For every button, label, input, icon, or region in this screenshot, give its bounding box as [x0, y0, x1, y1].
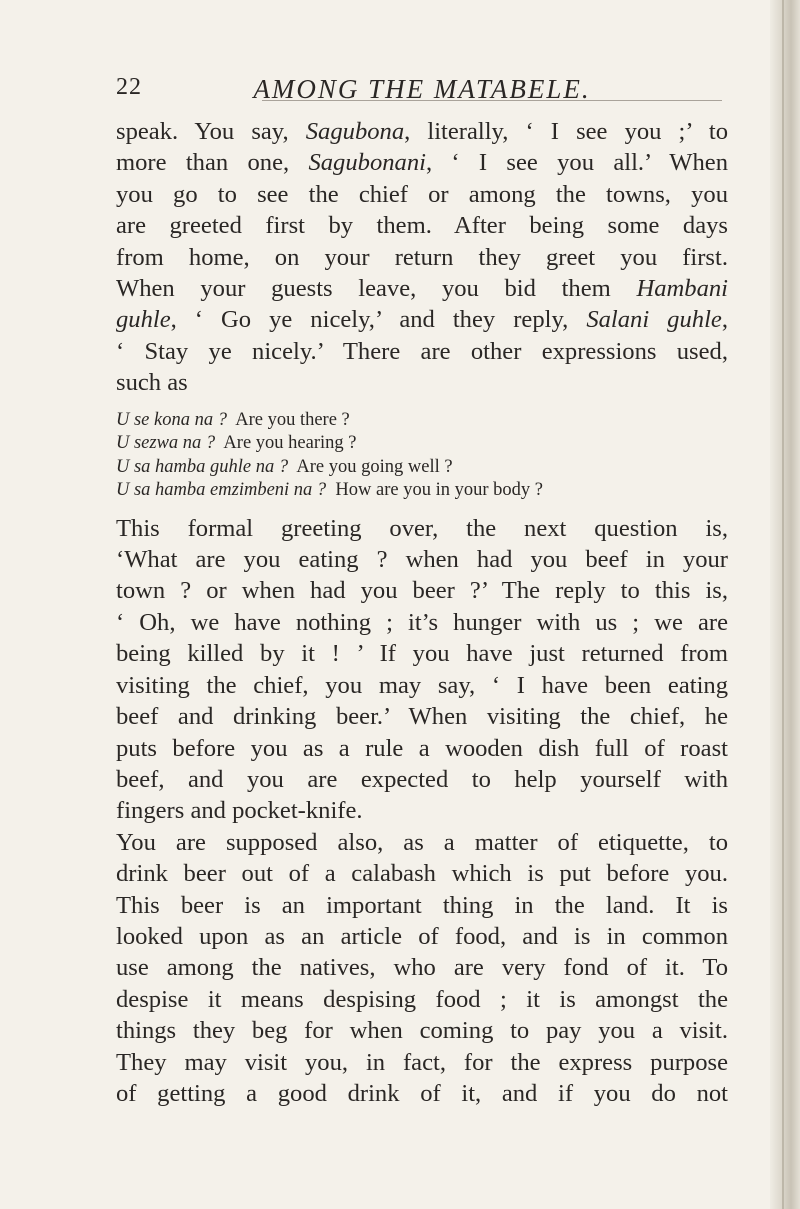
paragraph-2	[116, 513, 728, 827]
text-line: ‘ Oh, we have nothing ; it’s hunger with us ; we are	[116, 608, 728, 636]
text-line: things they beg for when coming to pay you a visit.	[116, 1017, 728, 1045]
paragraph-3	[116, 827, 728, 1110]
text-line: of getting a good drink of it, and if you do not	[116, 1079, 728, 1107]
text-line: ‘ Stay ye nicely.’ There are other expressions used,	[116, 337, 728, 365]
phrase-item: U se kona na ? Are you there ?	[116, 409, 350, 430]
text-line: are greeted first by them. After being some days	[116, 212, 728, 240]
text-line: guhle, ‘ Go ye nicely,’ and they reply, Salani guhle,	[116, 306, 728, 334]
phrase-item: U sa hamba emzimbeni na ? How are you in your body ?	[116, 480, 543, 501]
text-line: puts before you as a rule a wooden dish full of roast	[116, 734, 728, 762]
text-line: This formal greeting over, the next question is,	[116, 514, 728, 542]
header-rule	[262, 100, 722, 101]
text-line: This beer is an important thing in the land. It is	[116, 891, 728, 919]
text-line: ‘What are you eating ? when had you beef in your	[116, 546, 728, 574]
text-line: They may visit you, in fact, for the express purpose	[116, 1048, 728, 1076]
text-line: beef, and you are expected to help yourself with	[116, 765, 728, 793]
phrase-item: U sezwa na ? Are you hearing ?	[116, 433, 357, 454]
phrase-item: U sa hamba guhle na ? Are you going well ?	[116, 456, 453, 477]
page-header	[116, 74, 728, 114]
page-edge-shadow	[770, 0, 800, 1209]
body-text	[116, 116, 728, 1109]
text-line: more than one, Sagubonani, ‘ I see you all.’ When	[116, 149, 728, 177]
text-line: from home, on your return they greet you first.	[116, 243, 728, 271]
text-line: drink beer out of a calabash which is put before you.	[116, 860, 728, 888]
text-line: fingers and pocket-knife.	[116, 797, 363, 825]
text-line: you go to see the chief or among the towns, you	[116, 180, 728, 208]
page-number: 22	[116, 74, 142, 100]
text-line: town ? or when had you beer ?’ The reply to this is,	[116, 577, 728, 605]
text-line: speak. You say, Sagubona, literally, ‘ I see you ;’ to	[116, 118, 728, 145]
running-title: AMONG THE MATABELE.	[253, 74, 591, 104]
text-line: visiting the chief, you may say, ‘ I have been eating	[116, 671, 728, 699]
text-line: You are supposed also, as a matter of etiquette, to	[116, 828, 728, 856]
paragraph-1	[116, 116, 728, 399]
text-line: beef and drinking beer.’ When visiting the chief, he	[116, 703, 728, 731]
text-line: being killed by it ! ’ If you have just returned from	[116, 640, 728, 668]
text-line: despise it means despising food ; it is amongst the	[116, 985, 728, 1013]
text-line: such as	[116, 369, 188, 397]
text-line: When your guests leave, you bid them Hambani	[116, 275, 728, 303]
text-line: looked upon as an article of food, and is in common	[116, 922, 728, 950]
greeting-phrases-list	[116, 409, 728, 503]
text-line: use among the natives, who are very fond of it. To	[116, 954, 728, 982]
